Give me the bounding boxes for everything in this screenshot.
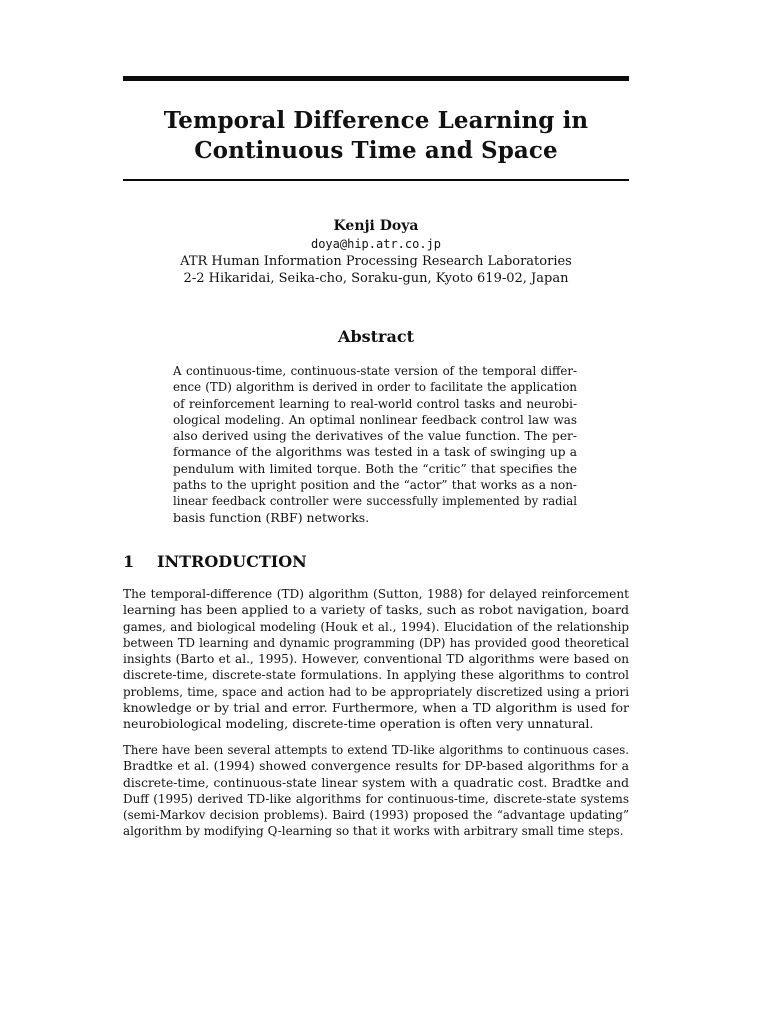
paragraph-line: insights (Barto et al., 1995). However, conventional TD algorithms were based on bbox=[123, 652, 629, 667]
abstract-heading: Abstract bbox=[338, 327, 414, 346]
paragraph-line: problems, time, space and action had to be appropriately discretized using a priori bbox=[123, 684, 629, 699]
paragraph-line: The temporal-difference (TD) algorithm (Sutton, 1988) for delayed reinforcement bbox=[123, 587, 629, 601]
paragraph-line: algorithm by modifying Q-learning so that it works with arbitrary small time steps. bbox=[123, 824, 624, 839]
abstract-line: paths to the upright position and the “actor” that works as a non- bbox=[173, 478, 577, 493]
abstract-line: of reinforcement learning to real-world control tasks and neurobi- bbox=[173, 396, 577, 411]
paragraph-line: discrete-time, continuous-state linear system with a quadratic cost. Bradtke and bbox=[123, 775, 629, 790]
paragraph-line: knowledge or by trial and error. Furthermore, when a TD algorithm is used for bbox=[123, 700, 629, 716]
section-title: INTRODUCTION bbox=[157, 552, 307, 571]
abstract-line: ence (TD) algorithm is derived in order to facilitate the application bbox=[173, 380, 577, 395]
abstract-line: linear feedback controller were successfully implemented by radial bbox=[173, 494, 577, 509]
address: 2-2 Hikaridai, Seika-cho, Soraku-gun, Kyoto 619-02, Japan bbox=[183, 271, 569, 286]
paragraph-line: discrete-time, discrete-state formulations. In applying these algorithms to control bbox=[123, 668, 629, 683]
author-email: doya@hip.atr.co.jp bbox=[310, 237, 442, 251]
paragraph-line: learning has been applied to a variety of tasks, such as robot navigation, board bbox=[123, 602, 629, 618]
paper-title bbox=[123, 106, 629, 166]
affiliation: ATR Human Information Processing Research Laboratories bbox=[180, 254, 572, 269]
paragraph-line: (semi-Markov decision problems). Baird (1993) proposed the “advantage updating” bbox=[123, 808, 629, 823]
section-number: 1 bbox=[123, 552, 135, 571]
title-rule bbox=[123, 179, 629, 181]
intro-paragraph-1 bbox=[123, 586, 629, 733]
intro-paragraph-2 bbox=[123, 742, 629, 840]
abstract-line: basis function (RBF) networks. bbox=[173, 509, 370, 525]
section-heading bbox=[123, 552, 307, 571]
abstract-body bbox=[173, 363, 577, 526]
abstract-line: pendulum with limited torque. Both the “critic” that specifies the bbox=[173, 461, 577, 476]
author-name: Kenji Doya bbox=[333, 218, 419, 234]
author-block bbox=[123, 218, 629, 287]
title-line-1: Temporal Difference Learning in bbox=[163, 107, 589, 134]
abstract-line: A continuous-time, continuous-state version of the temporal differ- bbox=[173, 364, 577, 378]
paragraph-line: games, and biological modeling (Houk et al., 1994). Elucidation of the relationship bbox=[123, 619, 629, 634]
abstract-line: formance of the algorithms was tested in a task of swinging up a bbox=[173, 445, 577, 460]
paragraph-line: Bradtke et al. (1994) showed convergence results for DP-based algorithms for a bbox=[123, 759, 629, 774]
paragraph-line: neurobiological modeling, discrete-time operation is often very unnatural. bbox=[123, 716, 594, 732]
title-line-2: Continuous Time and Space bbox=[194, 137, 558, 164]
abstract-line: also derived using the derivatives of the value function. The per- bbox=[173, 429, 577, 444]
paragraph-line: There have been several attempts to extend TD-like algorithms to continuous cases. bbox=[123, 743, 629, 757]
paragraph-line: Duff (1995) derived TD-like algorithms for continuous-time, discrete-state systems bbox=[123, 791, 629, 806]
abstract-line: ological modeling. An optimal nonlinear feedback control law was bbox=[173, 412, 577, 427]
paragraph-line: between TD learning and dynamic programming (DP) has provided good theoretical bbox=[123, 635, 629, 650]
top-rule bbox=[123, 76, 629, 81]
